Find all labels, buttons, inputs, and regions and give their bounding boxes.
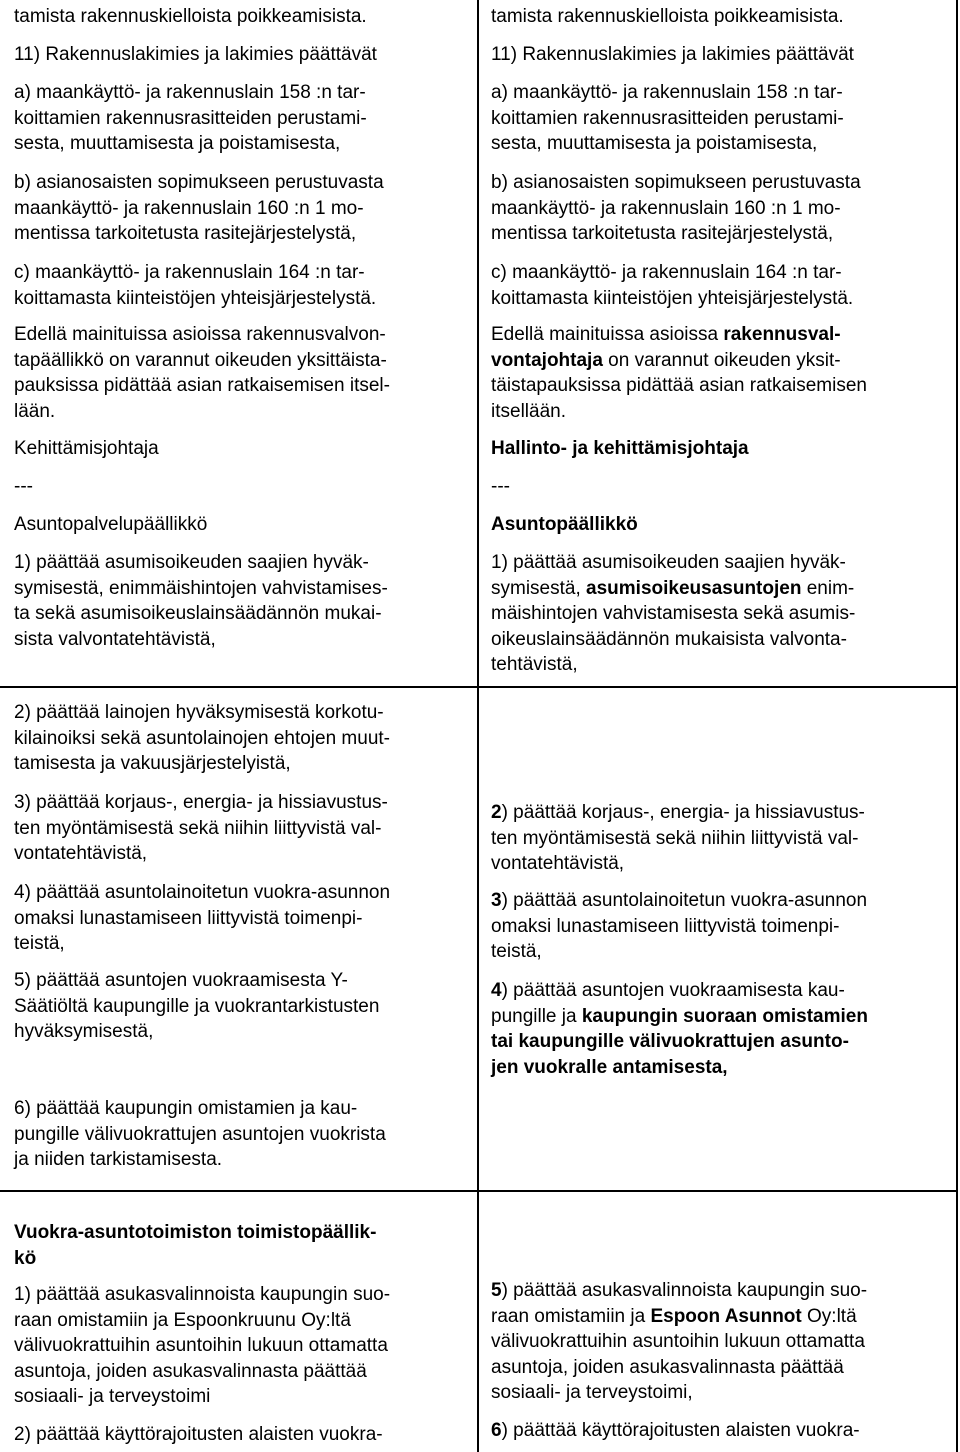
text-run: enim- — [801, 577, 855, 599]
text-line: 11) Rakennuslakimies ja lakimies päättävät — [491, 44, 854, 65]
text-line: 5) päättää asuntojen vuokraamisesta Y- — [14, 970, 348, 991]
text-line: b) asianosaisten sopimukseen perustuvasta — [14, 172, 384, 193]
text-run: on varannut oikeuden yksit- — [602, 349, 841, 371]
text-line: vontatehtävistä, — [491, 853, 625, 874]
right-heading-hallinto-ja-kehittamisjohtaja — [491, 436, 749, 462]
left-paragraph-14 — [14, 1422, 383, 1448]
text-line: maankäyttö- ja rakennuslain 160 :n 1 mo- — [491, 197, 841, 219]
text-line: c) maankäyttö- ja rakennuslain 164 :n tar- — [491, 262, 842, 283]
text-run: Edellä mainituissa asioissa — [491, 324, 724, 345]
text-line: mentissa tarkoitetusta rasitejärjestelystä, — [491, 223, 834, 244]
text-line: a) maankäyttö- ja rakennuslain 158 :n tar- — [14, 82, 366, 103]
text-line — [491, 888, 867, 914]
text-line: asuntoja, joiden asukasvalinnasta päättää — [491, 1356, 844, 1378]
text-line: Hallinto- ja kehittämisjohtaja — [491, 438, 749, 459]
text-line: jen vuokralle antamisesta, — [491, 1056, 728, 1078]
text-line — [491, 576, 855, 602]
text-run: ) päättää asuntojen vuokraamisesta kau- — [501, 980, 845, 1001]
text-line: itsellään. — [491, 400, 566, 422]
text-line: Asuntopalvelupäällikkö — [14, 514, 208, 535]
text-line: Säätiöltä kaupungille ja vuokrantarkistusten — [14, 995, 380, 1017]
text-run: pungille ja — [491, 1005, 582, 1027]
text-line: 1) päättää asukasvalinnoista kaupungin suo- — [14, 1284, 391, 1305]
text-line: välivuokrattuihin asuntoihin lukuun ottamatta — [14, 1335, 388, 1356]
text-line: b) asianosaisten sopimukseen perustuvasta — [491, 172, 861, 193]
text-line: tamisesta ja vakuusjärjestelyistä, — [14, 753, 291, 774]
text-line: kilainoiksi sekä asuntolainojen ehtojen muut- — [14, 727, 391, 749]
text-line: --- — [491, 476, 510, 497]
text-line: tamista rakennuskielloista poikkeamisista. — [14, 6, 367, 27]
left-paragraph-5 — [14, 260, 376, 311]
text-line: sosiaali- ja terveystoimi — [14, 1386, 211, 1407]
bold-run: 3 — [491, 890, 502, 911]
text-line — [491, 800, 865, 826]
text-line: c) maankäyttö- ja rakennuslain 164 :n tar- — [14, 262, 365, 283]
left-paragraph-7 — [14, 550, 388, 652]
text-line: Asuntopäällikkö — [491, 514, 638, 535]
text-line: vontatehtävistä, — [14, 843, 148, 864]
right-paragraph-1 — [491, 4, 844, 30]
text-line: 11) Rakennuslakimies ja lakimies päättävät — [14, 44, 377, 65]
right-paragraph-5 — [491, 260, 853, 311]
text-line: kö — [14, 1247, 37, 1269]
right-heading-asuntopaallikko — [491, 512, 638, 538]
text-line: hyväksymisestä, — [14, 1021, 154, 1042]
text-line: symisestä, enimmäishintojen vahvistamises- — [14, 577, 388, 599]
right-paragraph-9 — [491, 888, 867, 965]
text-line — [491, 978, 868, 1004]
text-line: lään. — [14, 400, 56, 422]
text-line: Kehittämisjohtaja — [14, 438, 159, 459]
text-line: tai kaupungille välivuokrattujen asunto- — [491, 1031, 849, 1052]
right-paragraph-12 — [491, 1418, 860, 1444]
text-line: omaksi lunastamiseen liittyvistä toimenpi- — [491, 915, 840, 937]
text-line: --- — [14, 476, 33, 497]
text-line — [491, 1304, 867, 1330]
bold-run: 2 — [491, 802, 502, 823]
text-line: sesta, muuttamisesta ja poistamisesta, — [491, 133, 818, 154]
right-paragraph-7 — [491, 550, 855, 678]
text-line — [491, 1278, 867, 1304]
text-line — [491, 1418, 860, 1444]
text-run: ) päättää korjaus-, energia- ja hissiavustus- — [501, 802, 865, 823]
bold-run: 4 — [491, 980, 502, 1001]
text-line: 1) päättää asumisoikeuden saajien hyväk- — [491, 552, 846, 573]
row-divider-2 — [0, 1190, 958, 1192]
text-line: 6) päättää kaupungin omistamien ja kau- — [14, 1098, 358, 1119]
text-line: koittamien rakennusrasitteiden perustami- — [491, 107, 844, 129]
text-line: oikeuslainsäädännön mukaisista valvonta- — [491, 628, 847, 650]
text-line: ten myöntämisestä sekä niihin liittyvistä val- — [14, 817, 382, 839]
text-line: 2) päättää lainojen hyväksymisestä korkotu- — [14, 702, 384, 723]
right-paragraph-2 — [491, 42, 854, 68]
text-line: tamista rakennuskielloista poikkeamisista. — [491, 6, 844, 27]
text-line: a) maankäyttö- ja rakennuslain 158 :n tar- — [491, 82, 843, 103]
text-line: ja niiden tarkistamisesta. — [14, 1149, 223, 1170]
text-line: 3) päättää korjaus-, energia- ja hissiavustus- — [14, 792, 388, 813]
text-run: ) päättää asuntolainoitetun vuokra-asunnon — [501, 890, 868, 911]
text-line: Edellä mainituissa asioissa rakennusvalvon- — [14, 324, 386, 345]
left-paragraph-13 — [14, 1282, 390, 1410]
text-line: koittamasta kiinteistöjen yhteisjärjestelystä. — [491, 287, 854, 309]
left-heading-asuntopalvelupaallikko — [14, 512, 207, 538]
right-paragraph-3 — [491, 80, 844, 157]
left-heading-kehittamisjohtaja — [14, 436, 159, 462]
text-line: pungille välivuokrattujen asuntojen vuokrista — [14, 1123, 386, 1145]
text-line: raan omistamiin ja Espoonkruunu Oy:ltä — [14, 1309, 351, 1331]
text-line — [491, 322, 867, 348]
bold-run: asumisoikeusasuntojen — [586, 577, 802, 599]
text-line: ta sekä asumisoikeuslainsäädännön mukai- — [14, 603, 382, 624]
bold-run: 5 — [491, 1280, 502, 1301]
bold-run: rakennusval- — [723, 324, 841, 345]
text-run: Oy:ltä — [801, 1305, 857, 1327]
text-line: Vuokra-asuntotoimiston toimistopäällik- — [14, 1222, 377, 1243]
left-paragraph-3 — [14, 80, 367, 157]
bold-run: vontajohtaja — [491, 349, 603, 371]
text-line: teistä, — [491, 941, 542, 962]
bold-run: 6 — [491, 1420, 502, 1441]
text-line: 2) päättää käyttörajoitusten alaisten vuokra- — [14, 1424, 383, 1445]
text-line: täistapauksissa pidättää asian ratkaisemisen — [491, 375, 867, 396]
left-paragraph-2 — [14, 42, 377, 68]
text-line: omaksi lunastamiseen liittyvistä toimenpi- — [14, 907, 363, 929]
text-run: raan omistamiin ja — [491, 1305, 651, 1327]
left-paragraph-6 — [14, 322, 390, 424]
bold-run: kaupungin suoraan omistamien — [581, 1005, 868, 1027]
text-line — [491, 1004, 868, 1030]
right-paragraph-8 — [491, 800, 865, 877]
left-heading-toimistopaallikko — [14, 1220, 376, 1271]
left-dash — [14, 474, 33, 500]
text-line: tapäällikkö on varannut oikeuden yksittäista- — [14, 349, 387, 371]
right-border — [956, 0, 958, 1452]
left-paragraph-9 — [14, 790, 388, 867]
right-paragraph-6 — [491, 322, 867, 424]
text-run: ) päättää käyttörajoitusten alaisten vuokra- — [501, 1420, 860, 1441]
column-divider — [477, 0, 479, 1452]
text-line: teistä, — [14, 933, 65, 954]
text-line: sista valvontatehtävistä, — [14, 628, 216, 650]
text-line: maankäyttö- ja rakennuslain 160 :n 1 mo- — [14, 197, 364, 219]
right-paragraph-11 — [491, 1278, 867, 1406]
left-paragraph-11 — [14, 968, 379, 1045]
text-line: koittamasta kiinteistöjen yhteisjärjestelystä. — [14, 287, 377, 309]
text-line: 4) päättää asuntolainoitetun vuokra-asunnon — [14, 882, 391, 903]
right-paragraph-4 — [491, 170, 861, 247]
text-line: sosiaali- ja terveystoimi, — [491, 1382, 693, 1403]
text-line: asuntoja, joiden asukasvalinnasta päättää — [14, 1360, 367, 1382]
left-paragraph-12 — [14, 1096, 386, 1173]
text-line: koittamien rakennusrasitteiden perustami- — [14, 107, 367, 129]
text-run: symisestä, — [491, 577, 587, 599]
text-line: tehtävistä, — [491, 654, 578, 675]
text-line: mäishintojen vahvistamisesta sekä asumis- — [491, 603, 856, 624]
right-paragraph-10 — [491, 978, 868, 1080]
text-run: ) päättää asukasvalinnoista kaupungin suo- — [501, 1280, 868, 1301]
text-line: välivuokrattuihin asuntoihin lukuun ottamatta — [491, 1331, 865, 1352]
text-line: sesta, muuttamisesta ja poistamisesta, — [14, 133, 341, 154]
left-paragraph-1 — [14, 4, 367, 30]
left-paragraph-10 — [14, 880, 390, 957]
text-line: mentissa tarkoitetusta rasitejärjestelystä, — [14, 223, 357, 244]
text-line: pauksissa pidättää asian ratkaisemisen itsel- — [14, 375, 390, 396]
right-dash — [491, 474, 510, 500]
bold-run: Espoon Asunnot — [650, 1305, 802, 1327]
row-divider-1 — [0, 686, 958, 688]
text-line — [491, 348, 867, 374]
left-paragraph-8 — [14, 700, 390, 777]
left-paragraph-4 — [14, 170, 384, 247]
text-line: 1) päättää asumisoikeuden saajien hyväk- — [14, 552, 369, 573]
text-line: ten myöntämisestä sekä niihin liittyvistä val- — [491, 827, 859, 849]
